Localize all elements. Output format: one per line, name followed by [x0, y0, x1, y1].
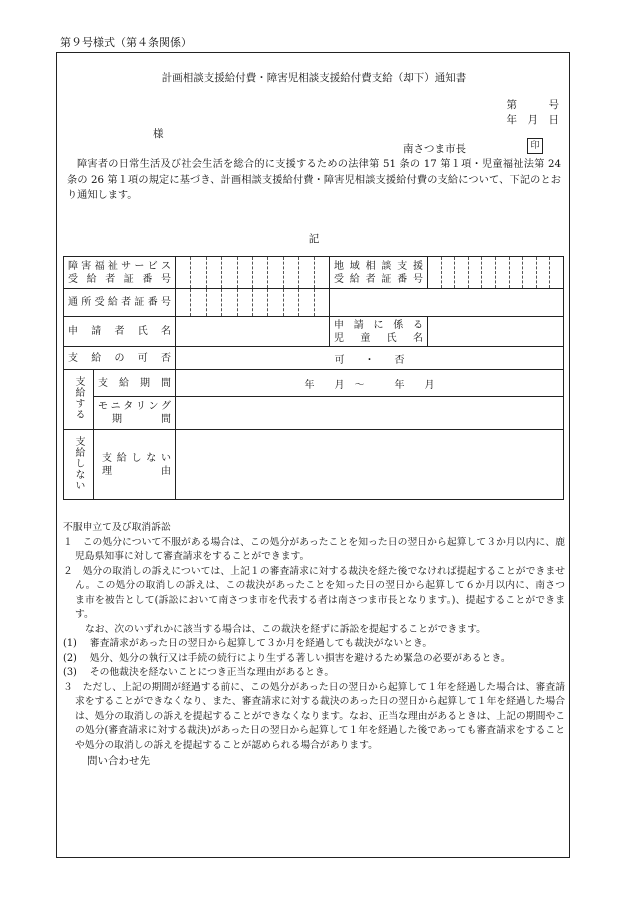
daycare-cert-label	[64, 289, 176, 317]
label-line: モニタリング	[98, 401, 171, 412]
reason-label	[94, 430, 176, 500]
daycare-cert-digits[interactable]	[176, 289, 330, 317]
document-number	[507, 98, 560, 128]
appeal-section	[63, 521, 565, 753]
table-row	[64, 370, 564, 397]
applicant-name-field[interactable]	[176, 317, 330, 347]
period-text: 年 月 ～ 年 月	[304, 379, 435, 391]
appeal-sub-2: (2) 処分、処分の執行又は手続の続行により生ずる著しい損害を避けるため緊急の必要があるとき。	[63, 652, 511, 664]
appeal-item-1: １ この処分について不服がある場合は、この処分があったことを知った日の翌日から起算して３か月以内に、鹿児島県知事に対して審査請求をすることができます。	[63, 536, 565, 562]
label-line: 障害福祉サービス	[68, 260, 171, 272]
form-number: 第９号様式（第４条関係）	[60, 36, 192, 49]
seal-stamp: 印	[527, 138, 543, 154]
monitoring-field[interactable]	[176, 397, 564, 430]
label-line: 申請に係る	[334, 319, 423, 331]
reason-field[interactable]	[176, 430, 564, 500]
appeal-sub-3: (3) その他裁決を経ないことにつき正当な理由があるとき。	[63, 667, 335, 678]
regional-cert-label	[330, 257, 428, 289]
approval-label	[64, 347, 176, 370]
table-row	[64, 257, 564, 289]
monitoring-label	[94, 397, 176, 430]
period-label	[94, 370, 176, 397]
table-row	[64, 347, 564, 370]
label-line: 受給者証番号	[334, 273, 423, 285]
applicant-label	[64, 317, 176, 347]
label-line: 支給期間	[98, 377, 171, 389]
table-row	[64, 317, 564, 347]
ki-heading: 記	[308, 233, 320, 245]
issuer: 南さつま市長	[403, 143, 466, 155]
blank-cell	[330, 289, 564, 317]
details-table	[63, 256, 564, 500]
addressee: 様	[153, 128, 164, 140]
intro-paragraph: 障害者の日常生活及び社会生活を総合的に支援するための法律第 51 条の 17 第１項・児童福祉法第 24 条の 26 第１項の規定に基づき、計画相談支援給付費・障害児相談支援給付費の支給について、下記のとおり通知します。	[67, 159, 561, 201]
label-line: 児童氏名	[334, 332, 423, 344]
label-line: 通所受給者証番号	[68, 297, 171, 308]
notice-frame	[56, 52, 570, 858]
welfare-cert-label	[64, 257, 176, 289]
appeal-item-3: ３ ただし、上記の期間が経過する前に、この処分があった日の翌日から起算して１年を経過した場合は、審査請求をすることができなくなり、また、審査請求に対する裁決のあった日の翌日から起算して１年を経過した場合は、処分の取消しの訴えを提起することができなくなります。なお、正当な理由があるときは、上記の期間やこの処分(審査請求に対する裁決)があった日の翌日から起算して１年を経過した後であっても審査請求をすることや処分の取消しの訴えを提起することが認められる場合があります。	[63, 681, 565, 751]
document-number-line: 第 号	[506, 99, 559, 111]
regional-cert-digits[interactable]	[428, 257, 564, 289]
label-text: 理由	[102, 465, 171, 477]
label-text: 期間	[112, 414, 171, 425]
appeal-item-2-note: なお、次のいずれかに該当する場合は、この裁決を経ずに訴訟を提起することができます。	[85, 623, 486, 635]
deny-side-text: 支給しない	[73, 435, 84, 491]
appeal-heading: 不服申立て及び取消訴訟	[63, 522, 171, 533]
label-line: 申請者氏名	[68, 326, 171, 337]
contact-label: 問い合わせ先	[87, 755, 150, 767]
label-line: 支給の可否	[68, 352, 171, 364]
approval-value[interactable]	[176, 347, 564, 370]
label-text: 支給しない	[102, 452, 171, 464]
appeal-item-2: ２ 処分の取消しの訴えについては、上記１の審査請求に対する裁決を経た後でなければ提起することができません。この処分の取消しの訴えは、この裁決があったことを知った日の翌日から起算して６か月以内に、南さつま市を被告として(訴訟において南さつま市を代表する者は南さつま市長となります。)、提起することができます。	[63, 565, 565, 620]
appeal-sub-1: (1) 審査請求があった日の翌日から起算して３か月を経過しても裁決がないとき。	[63, 638, 433, 649]
welfare-cert-digits[interactable]	[176, 257, 330, 289]
label-line	[98, 465, 171, 478]
document-date-line: 年 月 日	[506, 114, 559, 126]
child-name-label	[330, 317, 428, 347]
child-name-field[interactable]	[428, 317, 564, 347]
period-value[interactable]	[176, 370, 564, 397]
approval-options: 可 ・ 否	[334, 354, 405, 366]
table-row	[64, 289, 564, 317]
deny-group-label	[64, 430, 94, 500]
label-line: 地域相談支援	[334, 260, 423, 272]
table-row	[64, 430, 564, 500]
document-title: 計画相談支援給付費・障害児相談支援給付費支給（却下）通知書	[161, 72, 467, 84]
grant-group-label	[64, 370, 94, 430]
table-row	[64, 397, 564, 430]
label-line: 受給者証番号	[68, 273, 171, 285]
label-line	[98, 413, 171, 426]
grant-side-text: 支給する	[73, 376, 84, 420]
label-line	[98, 452, 171, 465]
